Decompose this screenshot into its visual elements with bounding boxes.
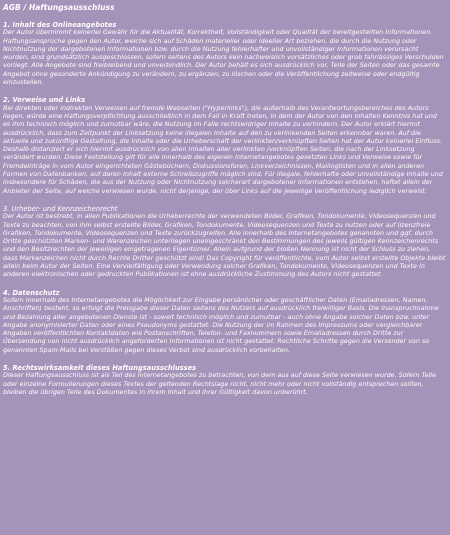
section-body-validity: Dieser Haftungsausschluss ist als Teil des Internetangebotes zu betrachten, von dem aus auf diese Seite verwiesen wurde. Sofern Teile oder einzelne Formulierungen dieses Textes der geltenden Rechtslage nicht, nicht mehr oder nicht vollständig entsprechen sollten, bleiben die übrigen Teile des Dokumentes in ihrem Inhalt und ihrer Gültigkeit davon unberührt. xyxy=(3,372,437,396)
section-body-privacy: Sofern innerhalb des Internetangebotes die Möglichkeit zur Eingabe persönlicher oder geschäftlicher Daten (Emailadressen, Namen, Anschriften) besteht, so erfolgt die Preisgabe dieser Daten seitens des Nutzers auf ausdrücklich freiwilliger Basis. Die Inanspruchnahme und Bezahlung aller angebotenen Dienste ist - soweit technisch möglich und zumutbar - auch ohne Angabe solcher Daten bzw. unter Angabe anonymisierter Daten oder eines Pseudonyms gestattet. Die Nutzung der im Rahmen des Impressums oder vergleichbarer Angaben veröffentlichten Kontaktdaten wie Postanschriften, Telefon- und Faxnummern sowie Emailadressen durch Dritte zur Übersendung von nicht ausdrücklich angeforderten Informationen ist nicht gestattet. Rechtliche Schritte gegen die Versender von so genannten Spam-Mails bei Verstößen gegen dieses Verbot sind ausdrücklich vorbehalten. xyxy=(3,296,439,354)
section-heading-copyright: 3. Urheber- und Kennzeichenrecht xyxy=(3,204,118,213)
page-title: AGB / Haftungsausschluss xyxy=(3,3,115,12)
section-body-content: Der Autor übernimmt keinerlei Gewähr für die Aktualität, Korrektheit, Vollständigkeit oder Qualität der bereitgestellten Informationen. Haftungsansprüche gegen den Autor, welche sich auf Schäden materieller oder ideeller Art beziehen, die durch die Nutzung oder Nichtnutzung der dargebotenen Informationen bzw. durch die Nutzung fehlerhafter und unvollständiger Informationen verursacht wurden, sind grundsätzlich ausgeschlossen, sofern seitens des Autors kein nachweislich vorsätzliches oder grob fahrlässiges Verschulden vorliegt. Alle Angebote sind freibleibend und unverbindlich. Der Autor behält es sich ausdrücklich vor, Teile der Seiten oder das gesamte Angebot ohne gesonderte Ankündigung zu verändern, zu ergänzen, zu löschen oder die Veröffentlichung zeitweise oder endgültig einzustellen. xyxy=(3,29,444,87)
section-content xyxy=(3,21,446,87)
section-privacy xyxy=(3,289,446,355)
section-links xyxy=(3,96,446,196)
section-body-links: Bei direkten oder indirekten Verweisen auf fremde Webseiten ("Hyperlinks"), die außerhalb des Verantwortungsbereiches des Autors liegen, würde eine Haftungsverpflichtung ausschließlich in dem Fall in Kraft treten, in dem der Autor von den Inhalten Kenntnis hat und es ihm technisch möglich und zumutbar wäre, die Nutzung im Falle rechtswidriger Inhalte zu verhindern. Der Autor erklärt hiermit ausdrücklich, dass zum Zeitpunkt der Linksetzung keine illegalen Inhalte auf den zu verlinkenden Seiten erkennbar waren. Auf die aktuelle und zukünftige Gestaltung, die Inhalte oder die Urheberschaft der verlinkten/verknüpften Seiten hat der Autor keinerlei Einfluss. Deshalb distanziert er sich hiermit ausdrücklich von allen Inhalten aller verlinkten /verknüpften Seiten, die nach der Linksetzung verändert wurden. Diese Feststellung gilt für alle innerhalb des eigenen Internetangebotes gesetzten Links und Verweise sowie für Fremdeinträge in vom Autor eingerichteten Gästebüchern, Diskussionsforen, Linkverzeichnissen, Mailinglisten und in allen anderen Formen von Datenbanken, auf deren Inhalt externe Schreibzugriffe möglich sind. Für illegale, fehlerhafte oder unvollständige Inhalte und insbesondere für Schäden, die aus der Nutzung oder Nichtnutzung solcherart dargebotener Informationen entstehen, haftet allein der Anbieter der Seite, auf welche verwiesen wurde, nicht derjenige, der über Links auf die jeweilige Veröffentlichung lediglich verweist. xyxy=(3,104,443,195)
section-validity xyxy=(3,364,446,397)
section-copyright xyxy=(3,205,446,280)
section-heading-privacy: 4. Datenschutz xyxy=(3,288,60,297)
section-body-copyright: Der Autor ist bestrebt, in allen Publikationen die Urheberrechte der verwendeten Bilder, Grafiken, Tondokumente, Videosequenzen und Texte zu beachten, von ihm selbst erstellte Bilder, Grafiken, Tondokumente, Videosequenzen und Texte zu nutzen oder auf lizenzfreie Grafiken, Tondokumente, Videosequenzen und Texte zurückzugreifen. Alle innerhalb des Internetangebotes genannten und ggf. durch Dritte geschützten Marken- und Warenzeichen unterliegen uneingeschränkt den Bestimmungen des jeweils gültigen Kennzeichenrechts und den Besitzrechten der jeweiligen eingetragenen Eigentümer. Allein aufgrund der bloßen Nennung ist nicht der Schluss zu ziehen, dass Markenzeichen nicht durch Rechte Dritter geschützt sind! Das Copyright für veröffentlichte, vom Autor selbst erstellte Objekte bleibt allein beim Autor der Seiten. Eine Vervielfältigung oder Verwendung solcher Grafiken, Tondokumente, Videosequenzen und Texte in anderen elektronischen oder gedruckten Publikationen ist ohne ausdrückliche Zustimmung des Autors nicht gestattet. xyxy=(3,213,446,279)
section-heading-content: 1. Inhalt des Onlineangebotes xyxy=(3,21,117,29)
section-heading-links: 2. Verweise und Links xyxy=(3,96,86,105)
section-heading-validity: 5. Rechtswirksamkeit dieses Haftungsausschlusses xyxy=(3,363,197,372)
